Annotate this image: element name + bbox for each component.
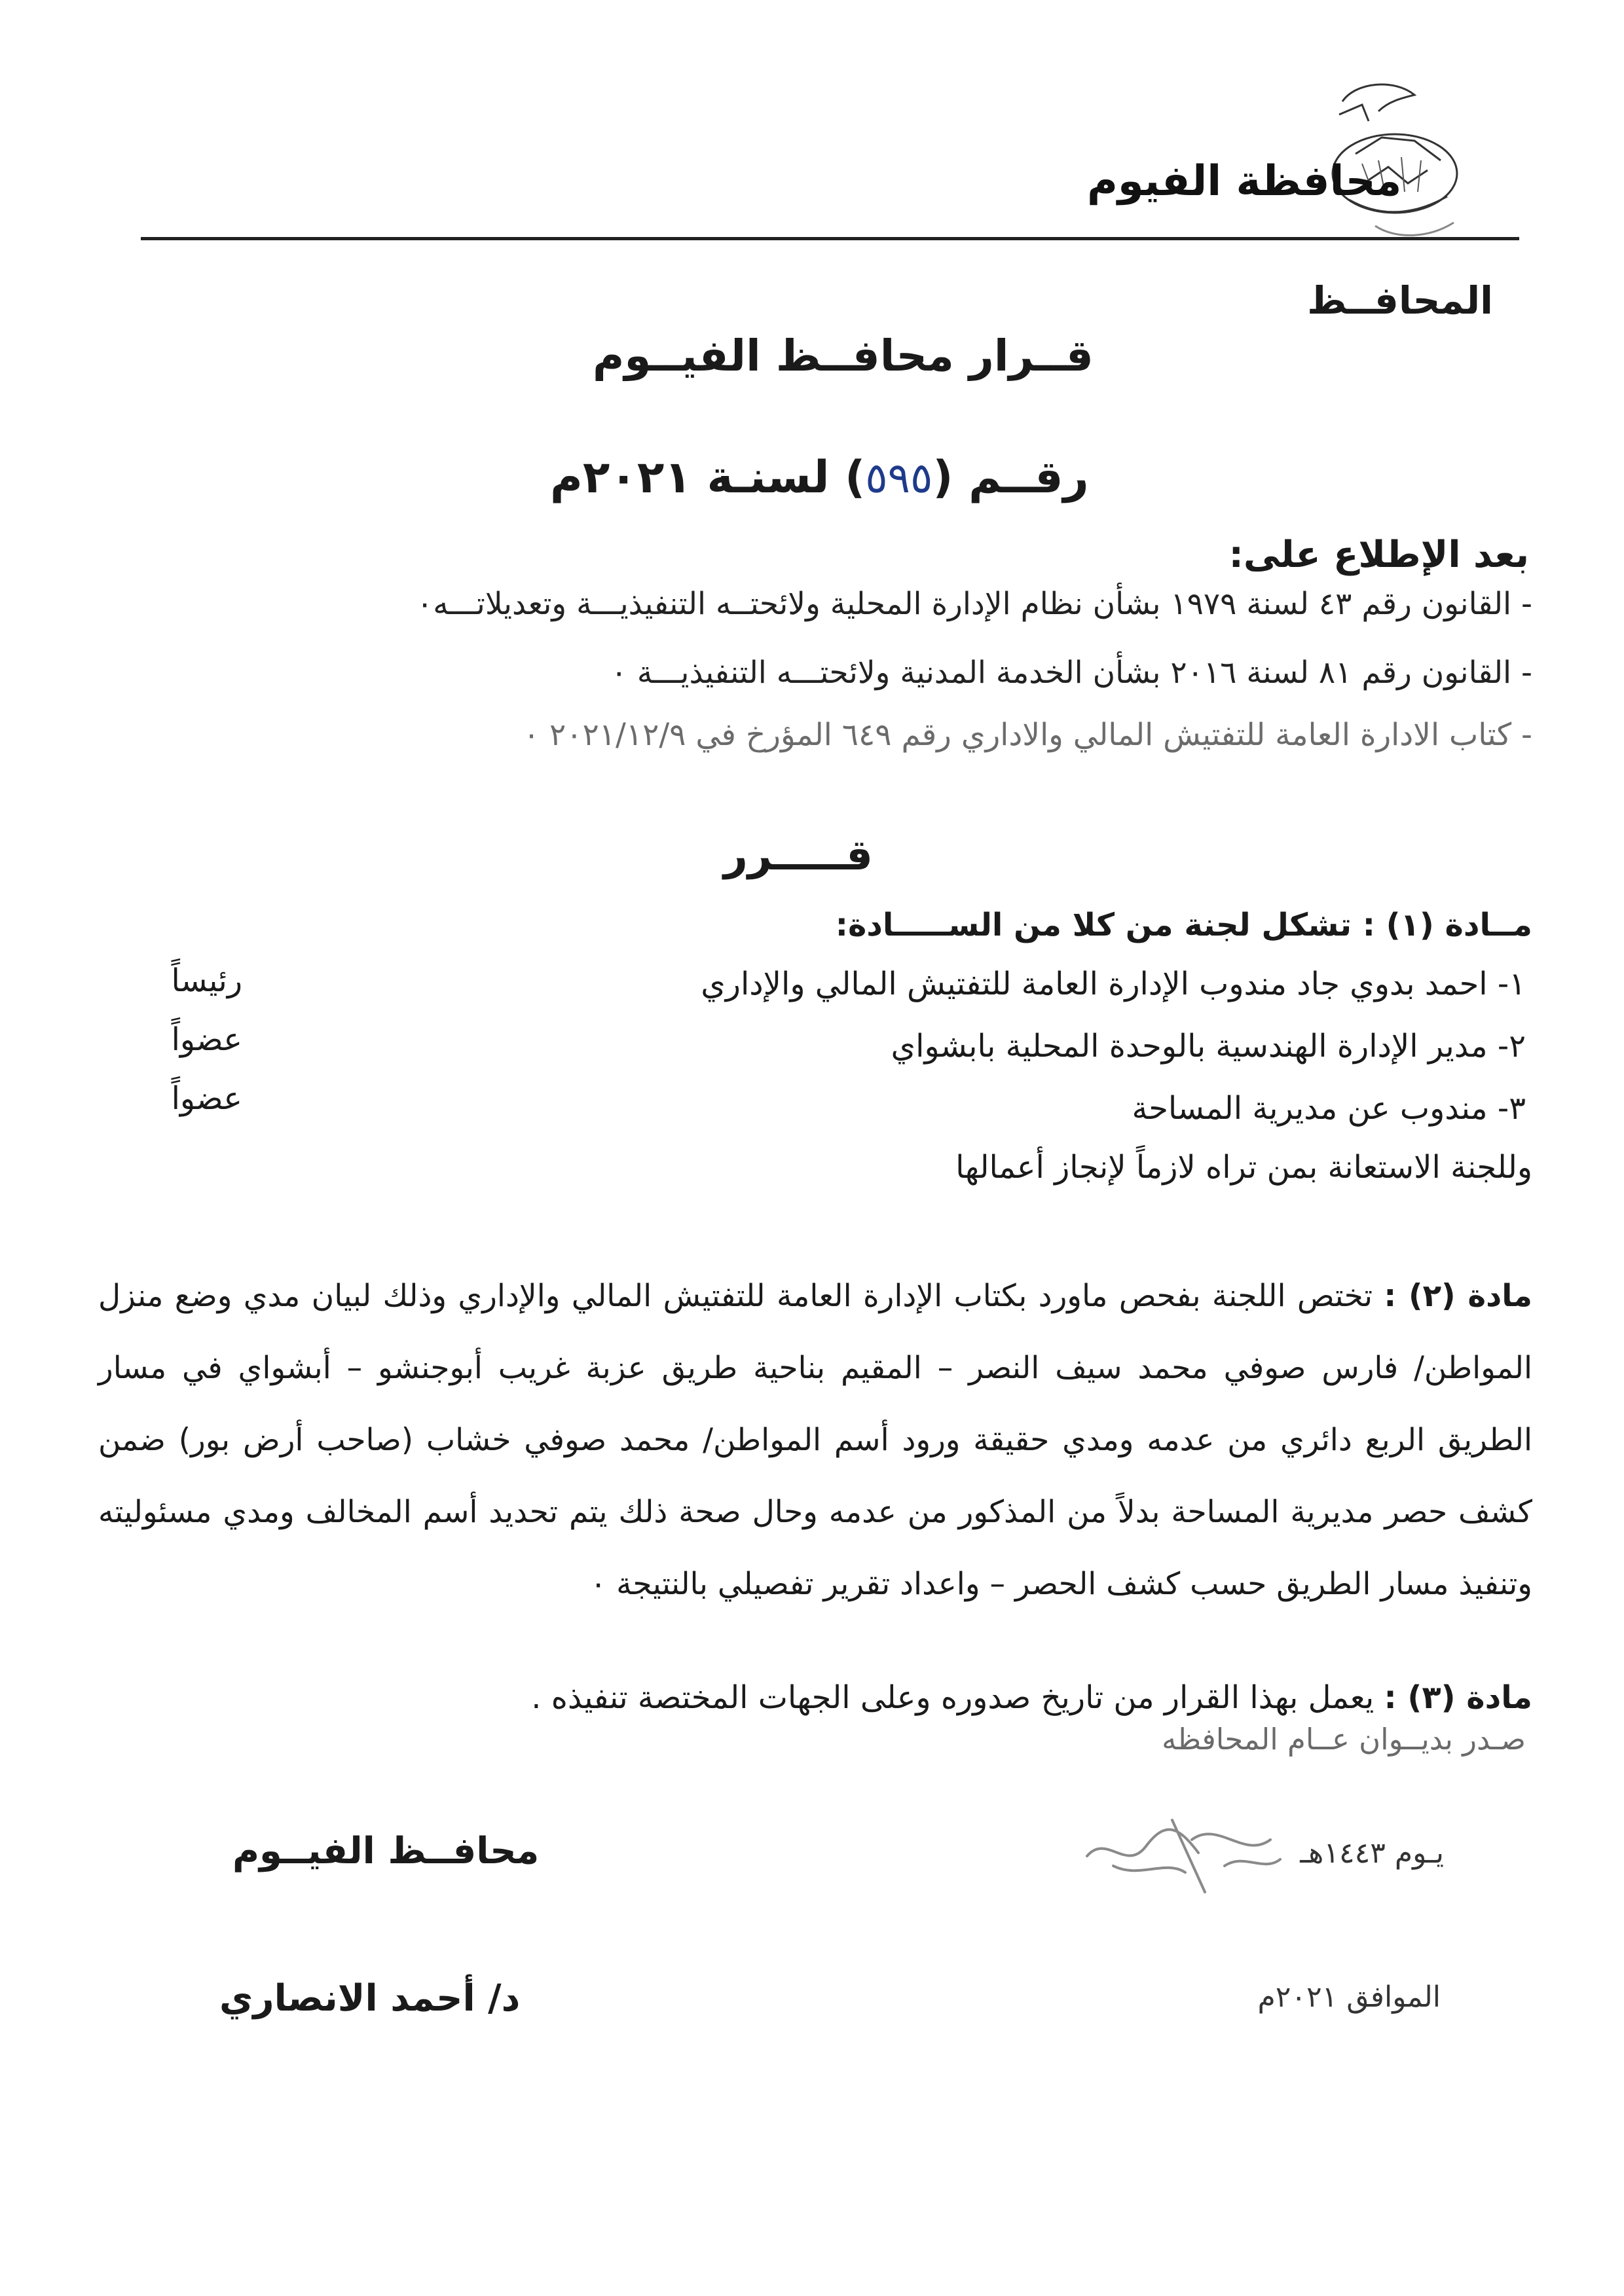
preamble-heading: بعد الإطلاع على: [1228,534,1529,576]
committee-member: ١- احمد بدوي جاد مندوب الإدارة العامة للتفتيش المالي والإداري [701,966,1526,1002]
governor-name: د/ أحمد الانصاري [219,1977,521,2020]
decision-number [550,452,1089,503]
reference-line: - كتاب الادارة العامة للتفتيش المالي والاداري رقم ٦٤٩ المؤرخ في ٢٠٢١/١٢/٩ ٠ [523,717,1532,753]
decision-number-prefix: رقــم ( [932,452,1089,503]
article-2-text: تختص اللجنة بفحص ماورد بكتاب الإدارة العامة للتفتيش المالي والإداري وذلك لبيان مدي وضع منزل المواطن/ فارس صوفي محمد سيف النصر – المقيم بناحية طريق عزبة غريب أبوجنشو – أبشواي في مسار الطريق الربع دائري من عدمه ومدي حقيقة ورود أسم المواطن/ محمد صوفي خشاب (صاحب أرض بور) ضمن كشف حصر مديرية المساحة بدلاً من المذكور من عدمه وحال صحة ذلك يتم تحديد أسم المخالف ومدي مسئوليته وتنفيذ مسار الطريق حسب كشف الحصر – واعداد تقرير تفصيلي بالنتيجة ٠ [98,1278,1532,1602]
member-role: عضواً [171,1080,242,1117]
decision-number-handwritten: ٥٩٥ [865,454,933,503]
governor-title: محافــظ الفيــوم [232,1830,540,1872]
hijri-date: يـوم ١٤٤٣هـ [1300,1836,1444,1870]
member-role: رئيساً [171,962,242,999]
reference-line: - القانون رقم ٨١ لسنة ٢٠١٦ بشأن الخدمة المدنية ولائحتـــه التنفيذيـــة ٠ [610,655,1532,691]
article-3-label: مادة (٣) : [1384,1679,1532,1716]
issued-at: صـدر بديــوان عــام المحافظه [1162,1722,1526,1757]
article-3 [531,1679,1532,1716]
handwritten-signature [1074,1794,1290,1905]
member-role: عضواً [171,1021,242,1058]
article-1-heading: مــادة (١) : تشكل لجنة من كلا من الســـــادة: [835,907,1532,943]
header-divider [141,237,1519,240]
gregorian-date: الموافق ٢٠٢١م [1257,1980,1441,2014]
issuing-office: المحافــظ [1307,278,1493,323]
committee-member: ٢- مدير الإدارة الهندسية بالوحدة المحلية بابشواي [891,1028,1526,1065]
article-2 [98,1260,1532,1620]
reference-line: - القانون رقم ٤٣ لسنة ١٩٧٩ بشأن نظام الإدارة المحلية ولائحتــه التنفيذيـــة وتعديلاتـــه٠ [416,586,1532,622]
article-1-closing: وللجنة الاستعانة بمن تراه لازماً لإنجاز أعمالها [955,1149,1532,1186]
resolved-heading: قـــــرر [724,831,873,880]
article-3-text: يعمل بهذا القرار من تاريخ صدوره وعلى الجهات المختصة تنفيذه . [531,1679,1375,1716]
article-2-label: مادة (٢) : [1384,1278,1532,1314]
decision-number-suffix: ) لسنـة ٢٠٢١م [550,452,866,503]
governorate-name: محافظة الفيوم [1087,157,1402,206]
signature-strokes [1087,1820,1280,1892]
committee-member: ٣- مندوب عن مديرية المساحة [1132,1090,1526,1127]
decision-title: قــرار محافــظ الفيــوم [593,331,1094,381]
